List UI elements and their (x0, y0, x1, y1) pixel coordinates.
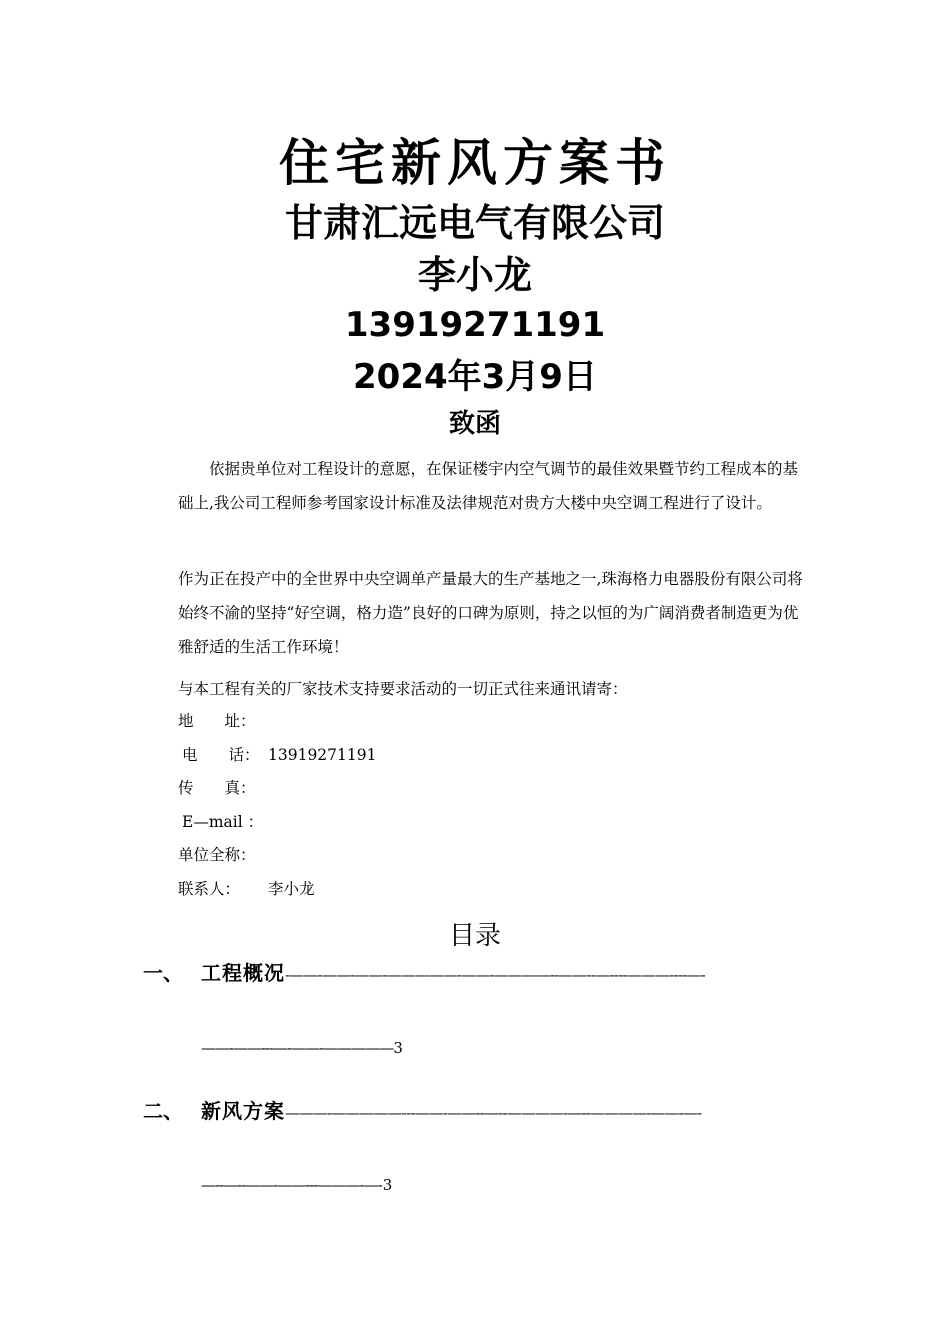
toc-heading: 目录 (448, 921, 501, 951)
letter-paragraph-1: 依据贵单位对工程设计的意愿，在保证楼宇内空气调节的最佳效果暨节约工程成本的基础上,我公司工程师参考国家设计标准及法律规范对贵方大楼中央空调工程进行了设计。 (178, 460, 799, 512)
email-label: E—mail ： (182, 813, 264, 831)
toc-page-number: -3 (377, 1176, 393, 1194)
address-row (178, 704, 268, 738)
company-name: 甘肃汇远电气有限公司 (284, 201, 665, 245)
toc-entry-continuation (201, 1033, 601, 1063)
letter-paragraph-3: 与本工程有关的厂家技术支持要求活动的一切正式往来通讯请寄： (178, 680, 628, 698)
unit-name-row (178, 838, 268, 872)
contact-phone: 13919271191 (344, 305, 606, 345)
telephone-value: 13919271191 (268, 746, 377, 764)
toc-entry-title: 新风方案 (201, 1099, 285, 1123)
email-row (178, 805, 268, 839)
toc-entry-project-overview[interactable] (143, 958, 811, 988)
toc-entry-number: 一、 (143, 961, 183, 985)
toc-page-number: 3 (393, 1039, 403, 1057)
fax-label: 传 真： (178, 779, 256, 797)
contact-person-value: 李小龙 (268, 880, 315, 898)
toc-leader-dots: ——-——---—-——-————— (201, 1039, 394, 1057)
toc-entry-title: 工程概况 (201, 961, 285, 985)
contact-person-row (178, 872, 315, 906)
toc-entry-number: 二、 (143, 1099, 183, 1123)
letter-heading: 致函 (448, 409, 501, 439)
document-title: 住宅新风方案书 (279, 134, 671, 192)
fax-row (178, 771, 268, 805)
toc-leader-dots: —--—--——-——---———-— (201, 1176, 378, 1194)
telephone-label: 电 话： (182, 746, 260, 764)
toc-entry-ventilation-plan[interactable] (143, 1096, 811, 1126)
contact-person: 李小龙 (417, 253, 532, 297)
letter-paragraph-2: 作为正在投产中的全世界中央空调单产量最大的生产基地之一,珠海格力电器股份有限公司将始终不渝的坚持“好空调，格力造”良好的口碑为原则，持之以恒的为广阔消费者制造更为优雅舒适的生活工作环境！ (178, 570, 803, 656)
telephone-row (178, 738, 376, 772)
contact-person-label: 联系人： (178, 880, 241, 898)
toc-leader-dots: ———-—————---——-——--—--————-—--————-——-—- (285, 1104, 702, 1122)
address-label: 地 址： (178, 712, 256, 730)
toc-entry-continuation (201, 1170, 601, 1200)
unit-name-label: 单位全称： (178, 846, 256, 864)
document-date: 2024年3月9日 (353, 357, 597, 397)
toc-leader-dots: -——-——-——-—————-——-————--——--—----———----—- (285, 966, 705, 984)
